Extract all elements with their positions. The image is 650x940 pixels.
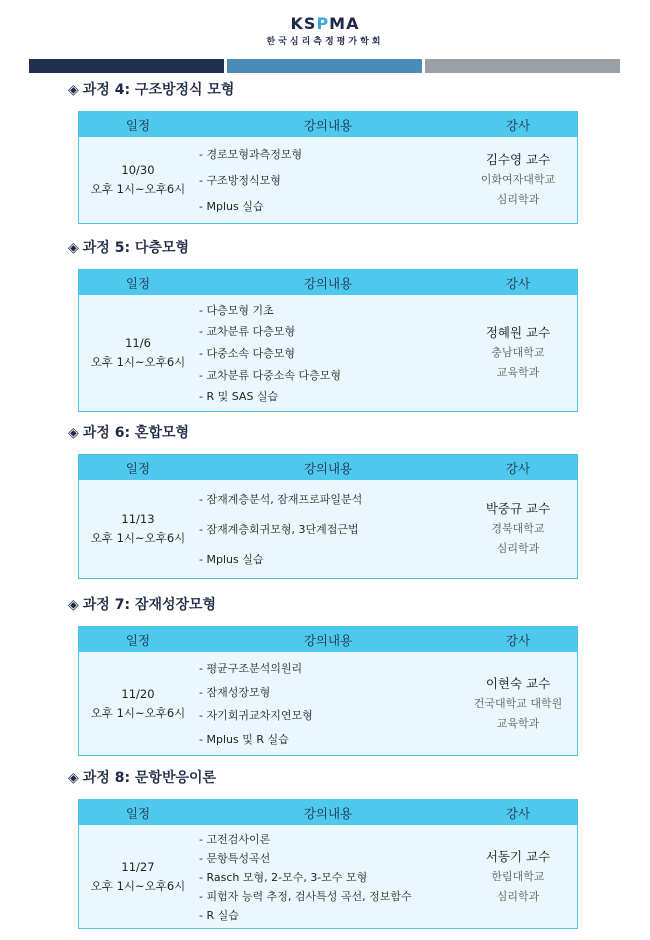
diamond-bullet-icon: ◈ xyxy=(68,82,79,98)
content-cell xyxy=(197,825,459,928)
col-date-header: 일정 xyxy=(125,460,151,476)
col-instructor-header: 강사 xyxy=(505,460,531,476)
instructor-cell xyxy=(459,825,577,928)
instructor-cell xyxy=(459,480,577,578)
course-section-6 xyxy=(68,423,578,566)
topic: - 구조방정식모형 xyxy=(199,174,281,187)
col-instructor-header: 강사 xyxy=(505,275,531,291)
time: 오후 1시~오후6시 xyxy=(90,878,186,893)
col-content-header: 강의내용 xyxy=(303,805,353,821)
kspma-logo: KSPMA xyxy=(290,14,360,33)
date-cell xyxy=(79,652,197,755)
topic: - R 실습 xyxy=(199,908,239,922)
topic: - 잠재성장모형 xyxy=(199,685,271,699)
instructor-affiliation: 경북대학교 xyxy=(491,522,545,535)
instructor-affiliation: 한림대학교 xyxy=(491,869,545,883)
page-header xyxy=(0,14,650,47)
course-table xyxy=(78,269,578,412)
time: 오후 1시~오후6시 xyxy=(90,182,186,196)
course-title: ◈ 과정 6: 혼합모형 xyxy=(68,425,190,441)
topic: - 다층모형 기초 xyxy=(199,303,274,317)
instructor-affiliation: 충남대학교 xyxy=(491,346,545,359)
date: 11/6 xyxy=(125,336,151,350)
instructor-affiliation: 건국대학교 대학원 xyxy=(473,696,563,710)
instructor-cell xyxy=(459,295,577,411)
col-instructor-header: 강사 xyxy=(505,117,531,133)
diamond-bullet-icon: ◈ xyxy=(68,770,79,786)
col-content-header: 강의내용 xyxy=(303,275,353,291)
diamond-bullet-icon: ◈ xyxy=(68,425,79,441)
diamond-bullet-icon: ◈ xyxy=(68,240,79,256)
course-section-4 xyxy=(68,80,578,213)
topic: - Rasch 모형, 2-모수, 3-모수 모형 xyxy=(199,870,368,884)
time: 오후 1시~오후6시 xyxy=(90,531,186,545)
date: 10/30 xyxy=(121,163,155,177)
content-cell xyxy=(197,480,459,578)
org-name: 한국심리측정평가학회 xyxy=(266,37,384,47)
topic: - 문항특성곡선 xyxy=(199,851,271,865)
table-row xyxy=(79,480,577,578)
diamond-bullet-icon: ◈ xyxy=(68,597,79,613)
header-color-bars xyxy=(29,59,620,73)
course-title: ◈ 과정 4: 구조방정식 모형 xyxy=(68,82,235,98)
instructor-department: 심리학과 xyxy=(496,542,540,555)
bar-blue xyxy=(227,59,422,73)
topic: - 다중소속 다층모형 xyxy=(199,346,295,360)
instructor-cell xyxy=(459,652,577,755)
instructor-affiliation: 이화여자대학교 xyxy=(480,173,556,186)
topic: - 잠재계층회귀모형, 3단계접근법 xyxy=(199,523,359,536)
date-cell xyxy=(79,825,197,928)
bar-navy xyxy=(29,59,224,73)
col-date-header: 일정 xyxy=(125,117,151,133)
content-cell xyxy=(197,652,459,755)
col-instructor-header: 강사 xyxy=(505,805,531,821)
instructor-cell xyxy=(459,137,577,223)
course-title: ◈ 과정 7: 잠재성장모형 xyxy=(68,597,217,613)
table-header xyxy=(79,800,577,825)
topic: - Mplus 및 R 실습 xyxy=(199,733,289,747)
course-section-7 xyxy=(68,595,578,747)
col-content-header: 강의내용 xyxy=(303,117,353,133)
topic: - 교차분류 다중소속 다층모형 xyxy=(199,368,341,382)
date-cell xyxy=(79,137,197,223)
instructor-department: 교육학과 xyxy=(496,716,540,730)
content-cell xyxy=(197,137,459,223)
course-table xyxy=(78,111,578,224)
table-row xyxy=(79,295,577,411)
topic: - R 및 SAS 실습 xyxy=(199,390,279,404)
table-header xyxy=(79,627,577,652)
time: 오후 1시~오후6시 xyxy=(90,355,186,369)
topic: - 경로모형과측정모형 xyxy=(199,148,303,161)
course-table xyxy=(78,626,578,756)
col-content-header: 강의내용 xyxy=(303,460,353,476)
topic: - 교차분류 다층모형 xyxy=(199,325,295,339)
date-cell xyxy=(79,480,197,578)
col-date-header: 일정 xyxy=(125,805,151,821)
instructor-department: 교육학과 xyxy=(496,366,540,379)
instructor-name: 김수영 교수 xyxy=(485,152,551,167)
date-cell xyxy=(79,295,197,411)
course-title: ◈ 과정 8: 문항반응이론 xyxy=(68,770,217,786)
instructor-name: 박중규 교수 xyxy=(485,501,551,516)
instructor-department: 심리학과 xyxy=(496,889,540,903)
instructor-name: 서동기 교수 xyxy=(485,848,551,864)
topic: - Mplus 실습 xyxy=(199,553,264,566)
instructor-name: 이현숙 교수 xyxy=(485,675,551,691)
instructor-name: 정혜원 교수 xyxy=(485,325,551,340)
date: 11/20 xyxy=(121,686,155,701)
content-cell xyxy=(197,295,459,411)
date: 11/13 xyxy=(121,512,155,526)
col-date-header: 일정 xyxy=(125,632,151,648)
topic: - Mplus 실습 xyxy=(199,200,264,213)
topic: - 잠재계층분석, 잠재프로파일분석 xyxy=(199,493,363,506)
topic: - 평균구조분석의원리 xyxy=(199,661,303,675)
course-title: ◈ 과정 5: 다층모형 xyxy=(68,240,190,256)
table-header xyxy=(79,112,577,137)
instructor-department: 심리학과 xyxy=(496,193,540,206)
course-table xyxy=(78,454,578,579)
topic: - 피험자 능력 추정, 검사특성 곡선, 정보함수 xyxy=(199,889,412,903)
bar-gray xyxy=(425,59,620,73)
table-header xyxy=(79,455,577,480)
course-table xyxy=(78,799,578,929)
table-row xyxy=(79,137,577,223)
col-date-header: 일정 xyxy=(125,275,151,291)
table-header xyxy=(79,270,577,295)
time: 오후 1시~오후6시 xyxy=(90,705,186,720)
course-section-8 xyxy=(68,768,578,922)
topic: - 고전검사이론 xyxy=(199,832,271,846)
col-instructor-header: 강사 xyxy=(505,632,531,648)
topic: - 자기회귀교차지연모형 xyxy=(199,709,313,723)
col-content-header: 강의내용 xyxy=(303,632,353,648)
table-row xyxy=(79,825,577,928)
course-section-5 xyxy=(68,238,578,404)
date: 11/27 xyxy=(121,859,155,874)
table-row xyxy=(79,652,577,755)
